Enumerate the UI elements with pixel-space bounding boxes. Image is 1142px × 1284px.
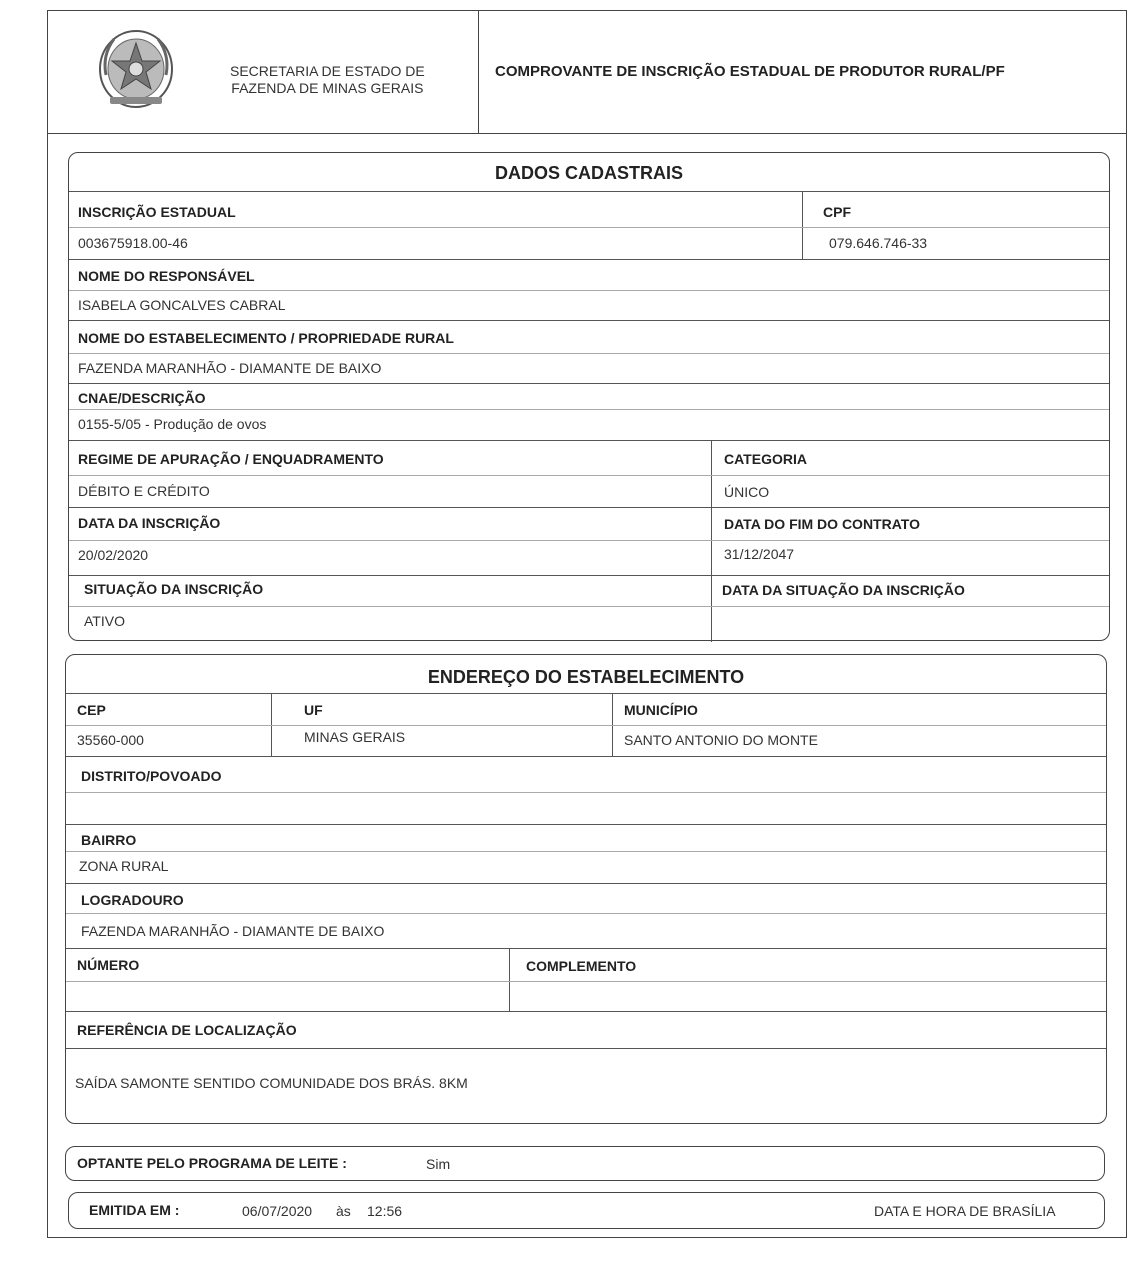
regime-label: REGIME DE APURAÇÃO / ENQUADRAMENTO (78, 451, 384, 467)
responsavel-value: ISABELA GONCALVES CABRAL (78, 297, 286, 313)
dados-cadastrais-box (68, 152, 1110, 641)
divider (69, 259, 1109, 260)
bairro-value: ZONA RURAL (79, 858, 169, 874)
document-header (48, 11, 1126, 134)
distrito-label: DISTRITO/POVOADO (81, 768, 222, 784)
divider (66, 693, 1106, 694)
responsavel-label: NOME DO RESPONSÁVEL (78, 268, 255, 284)
numero-label: NÚMERO (77, 957, 140, 973)
divider (69, 606, 1109, 607)
secretaria-name (230, 63, 425, 97)
document-page (47, 10, 1127, 1238)
divider (69, 409, 1109, 410)
cpf-value: 079.646.746-33 (829, 235, 928, 251)
emitida-label: EMITIDA EM : (89, 1202, 180, 1218)
categoria-label: CATEGORIA (724, 451, 807, 467)
cep-value: 35560-000 (77, 732, 144, 748)
logradouro-value: FAZENDA MARANHÃO - DIAMANTE DE BAIXO (81, 923, 385, 939)
inscricao-estadual-value: 003675918.00-46 (78, 235, 188, 251)
divider (66, 981, 1106, 982)
state-seal-icon (96, 25, 176, 111)
referencia-value: SAÍDA SAMONTE SENTIDO COMUNIDADE DOS BRÁS. 8KM (75, 1075, 468, 1091)
header-left (48, 11, 479, 133)
endereco-title: ENDEREÇO DO ESTABELECIMENTO (427, 667, 745, 687)
document-title: COMPROVANTE DE INSCRIÇÃO ESTADUAL DE PRODUTOR RURAL/PF (495, 63, 1005, 80)
divider (69, 475, 1109, 476)
estabelecimento-label: NOME DO ESTABELECIMENTO / PROPRIEDADE RURAL (78, 330, 454, 346)
divider (69, 353, 1109, 354)
divider (802, 191, 803, 259)
divider (69, 191, 1109, 192)
secretaria-line2: FAZENDA DE MINAS GERAIS (231, 80, 424, 96)
emitida-date: 06/07/2020 (242, 1203, 313, 1219)
cep-label: CEP (77, 702, 106, 718)
situacao-label: SITUAÇÃO DA INSCRIÇÃO (84, 581, 264, 597)
divider (66, 792, 1106, 793)
divider (509, 948, 510, 1011)
cnae-value: 0155-5/05 - Produção de ovos (78, 416, 267, 432)
endereco-box (65, 654, 1107, 1124)
divider (66, 948, 1106, 949)
emitida-sep: às (336, 1203, 351, 1219)
divider (66, 756, 1106, 757)
divider (69, 290, 1109, 291)
divider (69, 320, 1109, 321)
regime-value: DÉBITO E CRÉDITO (78, 483, 210, 499)
logradouro-label: LOGRADOURO (81, 892, 184, 908)
complemento-label: COMPLEMENTO (526, 958, 637, 974)
inscricao-estadual-label: INSCRIÇÃO ESTADUAL (78, 204, 236, 220)
divider (66, 1011, 1106, 1012)
divider (69, 383, 1109, 384)
situacao-value: ATIVO (84, 613, 125, 629)
divider (711, 440, 712, 642)
divider (69, 507, 1109, 508)
divider (69, 575, 1109, 576)
cnae-label: CNAE/DESCRIÇÃO (78, 390, 206, 406)
fim-contrato-value: 31/12/2047 (724, 546, 795, 562)
programa-leite-value: Sim (426, 1156, 451, 1172)
divider (66, 883, 1106, 884)
municipio-label: MUNICÍPIO (624, 702, 698, 718)
divider (66, 913, 1106, 914)
emitida-timezone-note: DATA E HORA DE BRASÍLIA (874, 1203, 1056, 1219)
estabelecimento-value: FAZENDA MARANHÃO - DIAMANTE DE BAIXO (78, 360, 382, 376)
data-situacao-label: DATA DA SITUAÇÃO DA INSCRIÇÃO (722, 582, 965, 598)
categoria-value: ÚNICO (724, 484, 770, 500)
referencia-label: REFERÊNCIA DE LOCALIZAÇÃO (77, 1022, 297, 1038)
dados-cadastrais-title: DADOS CADASTRAIS (494, 163, 683, 183)
programa-leite-label: OPTANTE PELO PROGRAMA DE LEITE : (77, 1155, 347, 1171)
divider (69, 227, 1109, 228)
bairro-label: BAIRRO (81, 832, 137, 848)
uf-value: MINAS GERAIS (304, 729, 406, 745)
divider (69, 540, 1109, 541)
fim-contrato-label: DATA DO FIM DO CONTRATO (724, 516, 920, 532)
uf-label: UF (304, 702, 323, 718)
emitida-time: 12:56 (367, 1203, 403, 1219)
municipio-value: SANTO ANTONIO DO MONTE (624, 732, 818, 748)
divider (69, 440, 1109, 441)
divider (66, 824, 1106, 825)
secretaria-line1: SECRETARIA DE ESTADO DE (230, 63, 425, 79)
divider (66, 1048, 1106, 1049)
data-inscricao-value: 20/02/2020 (78, 547, 149, 563)
cpf-label: CPF (823, 204, 851, 220)
divider (66, 851, 1106, 852)
data-inscricao-label: DATA DA INSCRIÇÃO (78, 515, 221, 531)
emitida-box (68, 1192, 1105, 1229)
divider (66, 725, 1106, 726)
programa-leite-box (65, 1146, 1105, 1181)
